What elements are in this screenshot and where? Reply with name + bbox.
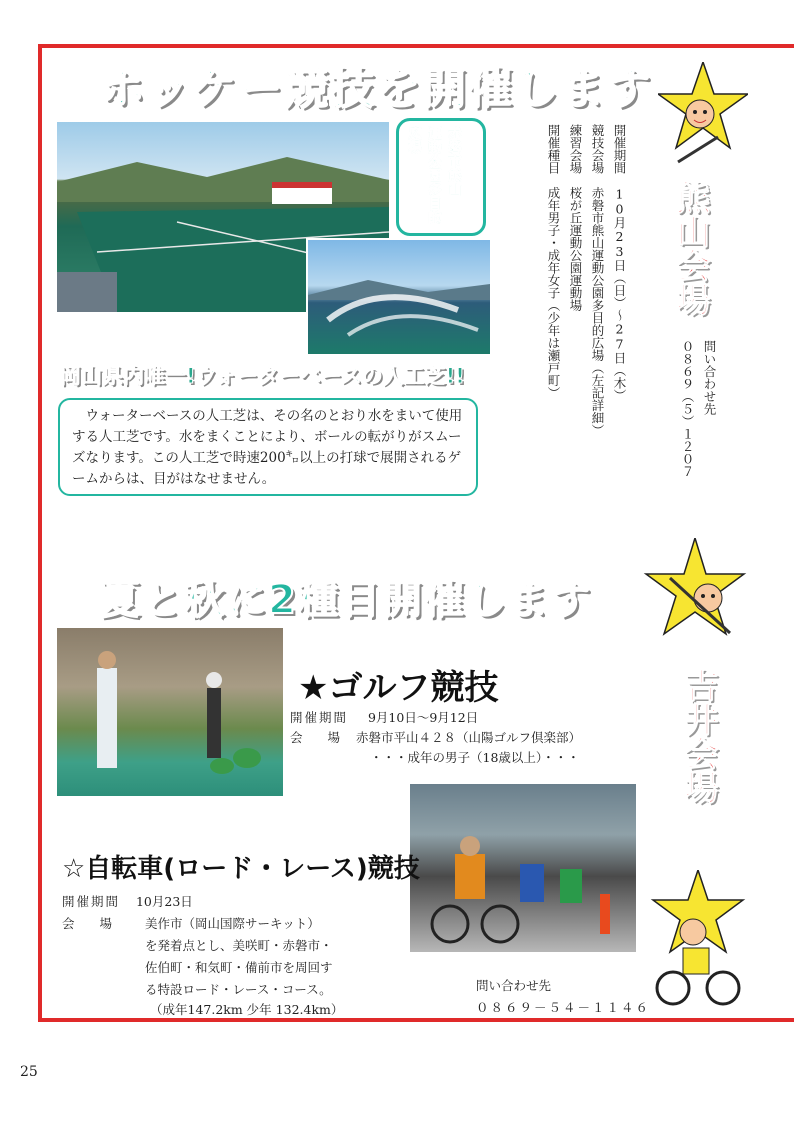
golf-venue-row	[290, 728, 581, 746]
cycling-contact-label: 問い合わせ先	[476, 978, 552, 993]
golf-title: ★ゴルフ競技	[298, 668, 499, 708]
cycling-title: ☆自転車(ロード・レース)競技	[62, 854, 420, 884]
callout-line-2: 運動公園多目的広場	[406, 126, 442, 224]
golf-venue-value: 赤磐市平山４２８（山陽ゴルフ倶楽部）	[355, 730, 581, 745]
kumayama-venue-title: 熊山会場	[670, 180, 710, 316]
hockey-contact	[700, 340, 718, 520]
golf-note: ・・・成年の男子（18歳以上）・・・	[370, 750, 580, 765]
page-number: 25	[20, 1064, 38, 1080]
cycling-venue-line-2: を発着点とし、美咲町・赤磐市・	[145, 938, 333, 953]
cycling-period-value: 10月23日	[135, 894, 193, 909]
water-spray-photo	[306, 238, 492, 356]
callout-line-1: 赤磐市熊山	[446, 126, 462, 196]
cycling-venue-line-1: 美作市（岡山国際サーキット）	[145, 916, 320, 931]
star-mascot-cycling-illustration	[648, 870, 748, 1010]
mascot-hockey-icon	[658, 62, 748, 176]
hockey-description: ウォーターベースの人工芝は、その名のとおり水をまいて使用する人工芝です。水をまくことにより、ボールの転がりがスムーズなります。この人工芝で時速200㌔以上の打球で展開されるゲームからは、目がはなせません。	[58, 398, 478, 496]
cycling-venue-line-4: る特設ロード・レース・コース。	[145, 982, 332, 997]
golf-period-row	[290, 708, 478, 726]
section2-headline: 夏と秋に2種目開催します	[100, 577, 592, 623]
cycling-period-row	[62, 892, 193, 910]
golf-venue-label: 会 場	[290, 730, 341, 745]
cycling-contact-phone: ０８６９－５４－１１４６	[476, 1000, 651, 1015]
cycling-venue-line-3: 佐伯町・和気町・備前市を周回す	[145, 960, 333, 975]
hockey-info-period: 開催期間 10月23日（日）～27日（木）	[612, 124, 627, 402]
hockey-subhead: 岡山県内唯一!ウォーターベースの人工芝!!	[60, 364, 465, 388]
hockey-headline: ホッケー競技を開催します	[100, 63, 652, 114]
golf-period-label: 開催期間	[290, 710, 349, 725]
cycling-venue-label: 会 場	[62, 916, 113, 931]
hockey-info-venue: 競技会場 赤磐市熊山運動公園多目的広場（左記詳細）	[590, 124, 605, 437]
hockey-contact-label: 問い合わせ先	[702, 340, 717, 415]
sprinkler-illustration	[308, 240, 490, 354]
cycling-photo	[410, 784, 636, 952]
hockey-info-practice: 練習会場 桜が丘運動公園運動場	[568, 124, 583, 312]
hockey-info-events: 開催種目 成年男子・成年女子（少年は瀬戸町）	[546, 124, 561, 399]
cycling-period-label: 開催期間	[62, 894, 121, 909]
yoshii-venue-title: 吉井会場	[678, 668, 718, 804]
golf-photo	[57, 628, 283, 796]
golf-period-value: 9月10日～9月12日	[367, 710, 479, 725]
hockey-contact-phone: ０８６９（５）１２０７	[680, 340, 695, 478]
venue-callout-text	[404, 126, 464, 226]
mascot-cycling-icon	[648, 870, 748, 1014]
star-mascot-hockey-illustration	[658, 62, 748, 172]
golfers-illustration	[57, 628, 283, 796]
mascot-golf-icon	[640, 538, 750, 652]
cyclists-illustration	[410, 784, 636, 952]
star-mascot-golf-illustration	[640, 538, 750, 648]
cycling-distance: （成年147.2km 少年 132.4km）	[150, 1002, 344, 1017]
